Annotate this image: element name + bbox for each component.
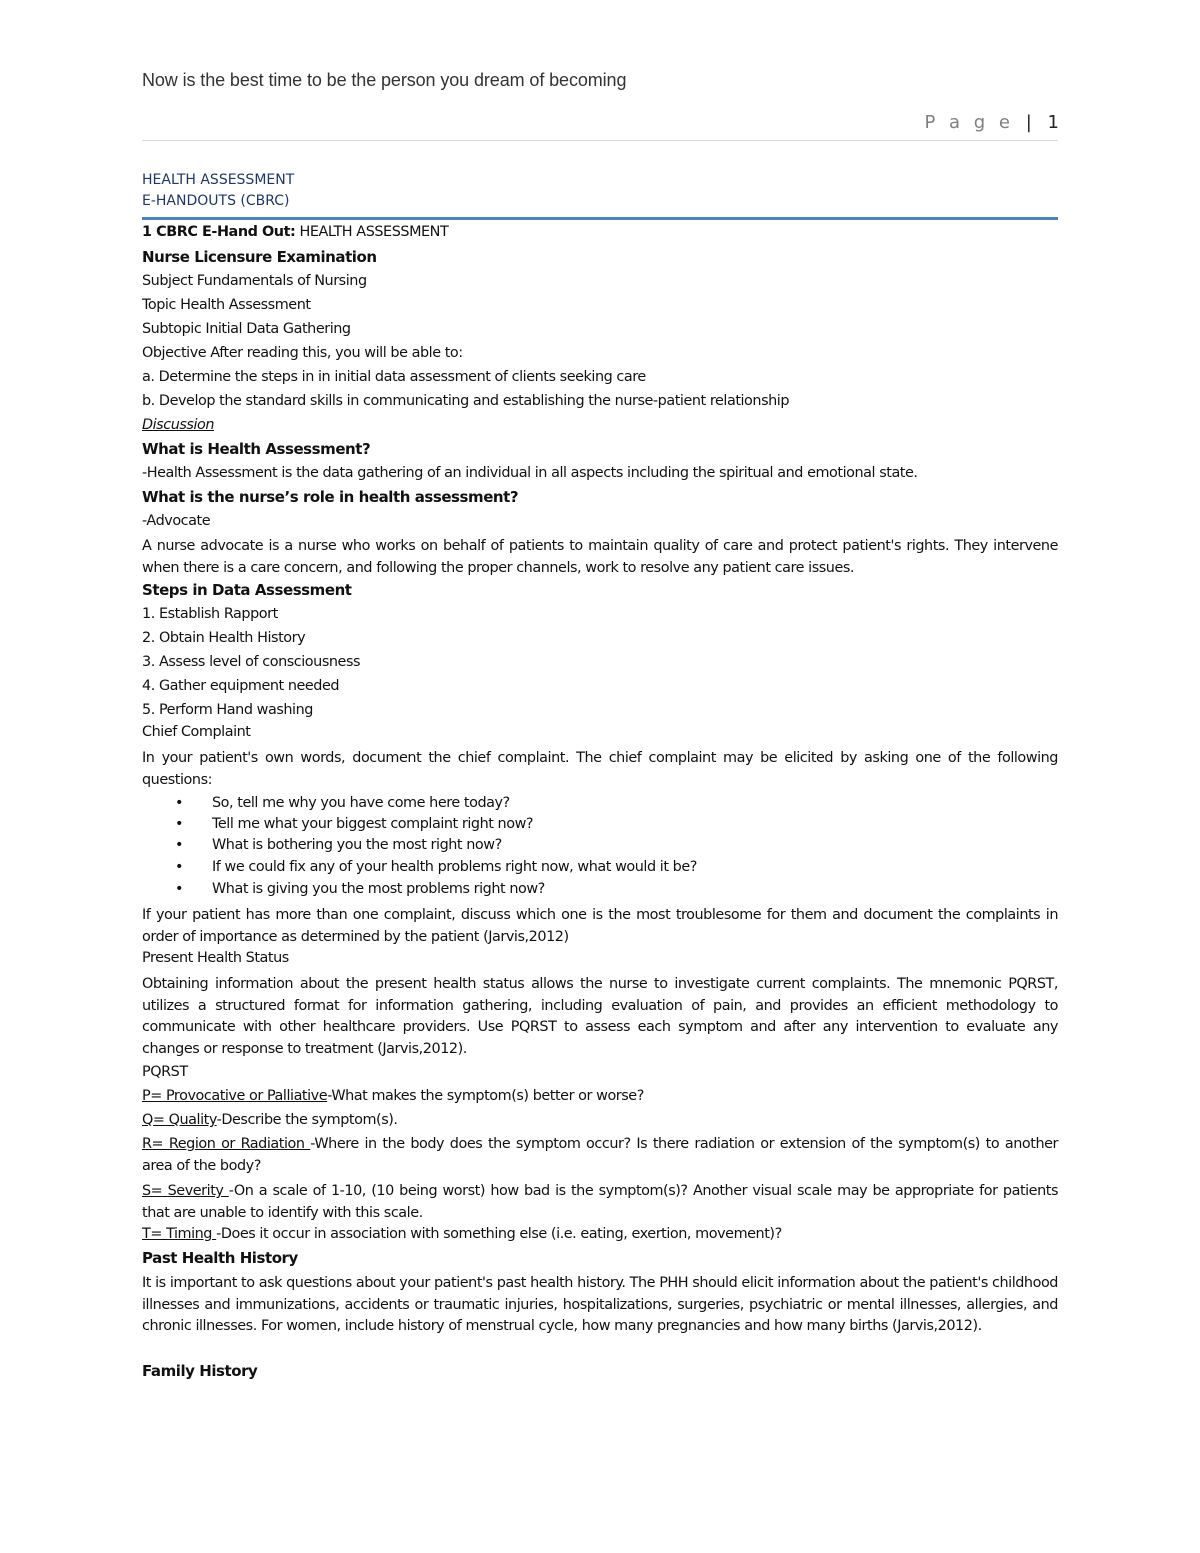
step-item: 1. Establish Rapport <box>142 606 278 622</box>
handout-label: 1 CBRC E-Hand Out: <box>142 224 296 240</box>
exam-heading: Nurse Licensure Examination <box>142 248 377 266</box>
title-divider <box>142 217 1058 220</box>
advocate-paragraph: A nurse advocate is a nurse who works on behalf of patients to maintain quality of care and protect patient's rights. They intervene when there is a care concern, and following the proper channels, work to resolve any patient care issues. <box>142 538 1058 576</box>
pqrst-s-definition: -On a scale of 1-10, (10 being worst) how bad is the symptom(s)? Another visual scale may be appropriate for patients that are unable to identify with this scale. <box>142 1183 1058 1221</box>
question-nurse-role: What is the nurse’s role in health assessment? <box>142 488 519 506</box>
question-list-item <box>175 795 510 811</box>
question-list-item <box>175 859 697 875</box>
pqrst-q-definition: -Describe the symptom(s). <box>216 1112 398 1128</box>
objective-b: b. Develop the standard skills in communicating and establishing the nurse-patient relationship <box>142 393 790 409</box>
discussion-label: Discussion <box>142 417 215 433</box>
question-text: What is bothering you the most right now? <box>212 837 502 853</box>
subject-line: Subject Fundamentals of Nursing <box>142 273 367 289</box>
question-text: So, tell me why you have come here today? <box>212 795 510 811</box>
title-line-2: E-HANDOUTS (CBRC) <box>142 193 290 209</box>
chief-complaint-heading: Chief Complaint <box>142 724 251 740</box>
page-separator: | <box>1025 112 1032 133</box>
header-divider <box>142 140 1058 141</box>
pqrst-r-term: R= Region or Radiation <box>142 1136 311 1152</box>
question-list-item <box>175 837 502 853</box>
step-item: 3. Assess level of consciousness <box>142 654 361 670</box>
page-number-label <box>924 112 1059 133</box>
pqrst-s-term: S= Severity <box>142 1183 229 1199</box>
pqrst-r <box>142 1134 1058 1177</box>
page-label: P a g e <box>924 112 1014 133</box>
question-health-assessment: What is Health Assessment? <box>142 440 371 458</box>
bullet-marker: • <box>175 881 184 897</box>
bullet-marker: • <box>175 795 184 811</box>
pqrst-q <box>142 1112 398 1128</box>
bullet-marker: • <box>175 837 184 853</box>
pqrst-p-definition: -What makes the symptom(s) better or worse? <box>327 1088 644 1104</box>
handout-line <box>142 224 448 240</box>
pqrst-s <box>142 1181 1058 1224</box>
question-list-item <box>175 881 545 897</box>
question-text: Tell me what your biggest complaint right now? <box>212 816 534 832</box>
answer-health-assessment: -Health Assessment is the data gathering of an individual in all aspects including the spiritual and emotional state. <box>142 465 918 481</box>
question-text: What is giving you the most problems right now? <box>212 881 545 897</box>
family-history-heading: Family History <box>142 1362 258 1380</box>
pqrst-t-definition: -Does it occur in association with something else (i.e. eating, exertion, movement)? <box>216 1226 782 1242</box>
pqrst-r-definition: -Where in the body does the symptom occur? Is there radiation or extension of the symptom(s) to another area of the body? <box>142 1136 1059 1174</box>
title-line-1: HEALTH ASSESSMENT <box>142 172 295 188</box>
header-motto: Now is the best time to be the person you dream of becoming <box>142 70 627 90</box>
objective-line: Objective After reading this, you will be able to: <box>142 345 463 361</box>
step-item: 2. Obtain Health History <box>142 630 306 646</box>
question-text: If we could fix any of your health problems right now, what would it be? <box>212 859 697 875</box>
page-number: 1 <box>1047 112 1059 133</box>
step-item: 4. Gather equipment needed <box>142 678 340 694</box>
pqrst-t-term: T= Timing <box>142 1226 217 1242</box>
present-health-heading: Present Health Status <box>142 950 289 966</box>
pqrst-p-term: P= Provocative or Palliative <box>142 1088 328 1104</box>
pqrst-heading: PQRST <box>142 1064 188 1080</box>
multiple-complaints-paragraph: If your patient has more than one complaint, discuss which one is the most troublesome for them and document the complaints in order of importance as determined by the patient (Jarvis,2012) <box>142 907 1058 945</box>
document-title <box>142 170 294 212</box>
handout-title: HEALTH ASSESSMENT <box>295 224 449 240</box>
bullet-marker: • <box>175 816 184 832</box>
past-health-heading: Past Health History <box>142 1249 298 1267</box>
question-list-item <box>175 816 533 832</box>
step-item: 5. Perform Hand washing <box>142 702 313 718</box>
past-health-paragraph: It is important to ask questions about your patient's past health history. The PHH should elicit information about the patient's childhood illnesses and immunizations, accidents or traumatic injuries, hospitalizations, surgeries, psychiatric or mental illnesses, allergies, and chronic illnesses. For women, include history of menstrual cycle, how many pregnancies and how many births (Jarvis,2012). <box>142 1275 1058 1334</box>
topic-line: Topic Health Assessment <box>142 297 311 313</box>
present-health-paragraph: Obtaining information about the present health status allows the nurse to investigate current complaints. The mnemonic PQRST, utilizes a structured format for information gathering, including evaluation of pain, and provides an efficient methodology to communicate with other healthcare providers. Use PQRST to assess each symptom and after any intervention to evaluate any changes or response to treatment (Jarvis,2012). <box>142 976 1058 1057</box>
steps-heading: Steps in Data Assessment <box>142 581 352 599</box>
subtopic-line: Subtopic Initial Data Gathering <box>142 321 351 337</box>
pqrst-t <box>142 1226 782 1242</box>
pqrst-q-term: Q= Quality <box>142 1112 217 1128</box>
pqrst-p <box>142 1088 644 1104</box>
role-advocate: -Advocate <box>142 513 211 529</box>
bullet-marker: • <box>175 859 184 875</box>
objective-a: a. Determine the steps in in initial data assessment of clients seeking care <box>142 369 646 385</box>
chief-complaint-paragraph: In your patient's own words, document the chief complaint. The chief complaint may be elicited by asking one of the following questions: <box>142 750 1058 788</box>
